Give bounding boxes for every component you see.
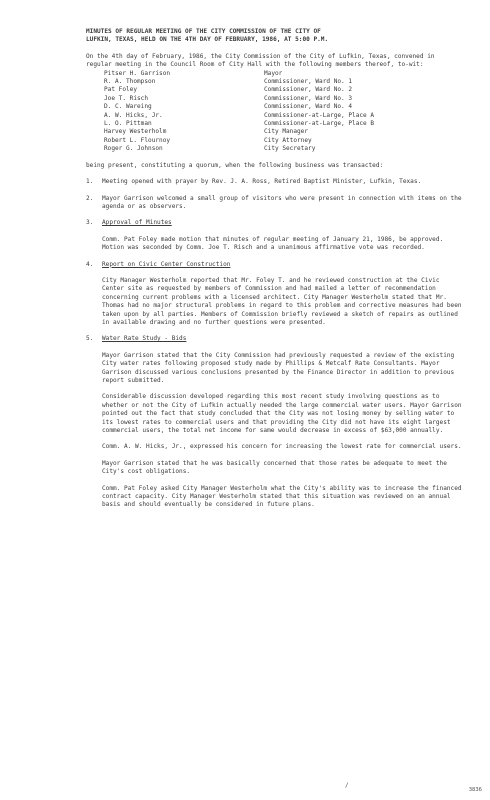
item-paragraph: Mayor Garrison stated that he was basically concerned that those rates be adequate to meet the City's cost obligations. — [102, 459, 451, 476]
roster-name: Pitser H. Garrison — [104, 69, 171, 77]
title-line-2: LUFKIN, TEXAS, HELD ON THE 4TH DAY OF FEBRUARY, 1986, AT 5:00 P.M. — [86, 36, 329, 44]
agenda-item — [86, 260, 466, 328]
roster-title: Mayor — [264, 69, 283, 77]
roster-name: R. A. Thompson — [104, 78, 156, 86]
roster-name: Harvey Westerholm — [104, 128, 167, 136]
agenda-item — [86, 178, 462, 186]
roster-name: D. C. Wareing — [104, 103, 152, 111]
roster-name: Pat Foley — [104, 86, 138, 94]
agenda-item — [86, 194, 466, 212]
title-line-1: MINUTES OF REGULAR MEETING OF THE CITY COMMISSION OF THE CITY OF — [86, 28, 321, 35]
roster-title: City Secretary — [264, 145, 316, 153]
item-number: 3. — [86, 219, 94, 227]
intro-paragraph: On the 4th day of February, 1986, the City Commission of the City of Lufkin, Texas, convened in regular meeting in the Council Room of City Hall with the following members thereof, to-wit: — [86, 52, 439, 69]
roster-title: Commissioner, Ward No. 1 — [264, 78, 353, 86]
item-paragraph: Mayor Garrison stated that the City Commission had previously requested a review of the existing City water rates following proposed study made by Phillips & Metcalf Rate Consultants. Mayor Garrison discussed various conclusions presented by the Finance Director in addition to previous report submitted. — [102, 351, 458, 384]
minutes-title — [86, 28, 462, 45]
item-number: 4. — [86, 260, 94, 268]
item-paragraph: Meeting opened with prayer by Rev. J. A. Ross, Retired Baptist Minister, Lufkin, Texas. — [102, 178, 422, 186]
roster-name: Joe T. Risch — [104, 94, 149, 102]
page-number: 3836 — [468, 786, 482, 793]
agenda-item — [86, 335, 466, 510]
item-paragraph: Mayor Garrison welcomed a small group of visitors who were present in connection with items on the agenda or as observers. — [102, 194, 466, 210]
roster-title: Commissioner, Ward No. 2 — [264, 86, 353, 94]
footer-tick: / — [345, 781, 349, 789]
roster-name: A. W. Hicks, Jr. — [104, 111, 163, 119]
item-paragraph: City Manager Westerholm reported that Mr. Foley T. and he reviewed construction at the Civic Center site as requested by members of Commission and had mailed a letter of recommendation concerning current problems with a licensed architect. City Manager Westerholm stated that Mr. Thomas had no major structural problems in regard to this problem and corrective measures had been taken upon by all parties. Members of Commission briefly reviewed a sketch of repairs as outlined in available drawing and no further questions were presented. — [102, 276, 466, 326]
roster-title: Commissioner-at-Large, Place A — [264, 111, 375, 119]
roster-name: L. O. Pittman — [104, 120, 152, 128]
roster-title: City Attorney — [264, 136, 312, 144]
item-heading: Water Rate Study - Bids — [102, 335, 187, 343]
quorum-paragraph: being present, constituting a quorum, when the following business was transacted: — [86, 161, 384, 169]
item-heading: Report on Civic Center Construction — [102, 260, 231, 268]
roster-title: Commissioner-at-Large, Place B — [264, 120, 375, 128]
item-number: 5. — [86, 335, 94, 343]
item-number: 2. — [86, 194, 94, 202]
roster-name: Roger G. Johnson — [104, 145, 163, 153]
roster-title: Commissioner, Ward No. 3 — [264, 94, 353, 102]
agenda-item — [86, 219, 462, 252]
item-paragraph: Comm. Pat Foley asked City Manager Westerholm what the City's ability was to increase the financed contract capacity. City Manager Westerholm stated that this situation was reviewed on an annual basis and should eventually be considered in future plans. — [102, 484, 466, 509]
item-number: 1. — [86, 178, 94, 186]
item-heading: Approval of Minutes — [102, 219, 172, 227]
roster-title: City Manager — [264, 128, 309, 136]
roster-title: Commissioner, Ward No. 4 — [264, 103, 353, 111]
agenda-sections — [86, 178, 466, 510]
attendance-roster — [104, 70, 462, 154]
item-paragraph: Considerable discussion developed regarding this most recent study involving questions as to whether or not the City of Lufkin actually needed the large commercial water users. Mayor Garrison pointed out the fact that study concluded that the City was not losing money by selling water to its lowest rates to commercial users and that providing the City did not have its eight largest commercial users, the total net income for same would decrease in excess of $63,000 annually. — [102, 393, 466, 435]
roster-name: Robert L. Flournoy — [104, 136, 171, 144]
item-paragraph: Comm. Pat Foley made motion that minutes of regular meeting of January 21, 1986, be approved. Motion was seconded by Comm. Joe T. Risch and a unanimous affirmative vote was recorded. — [102, 235, 447, 252]
item-paragraph: Comm. A. W. Hicks, Jr., expressed his concern for increasing the lowest rate for commercial users. — [102, 443, 462, 451]
